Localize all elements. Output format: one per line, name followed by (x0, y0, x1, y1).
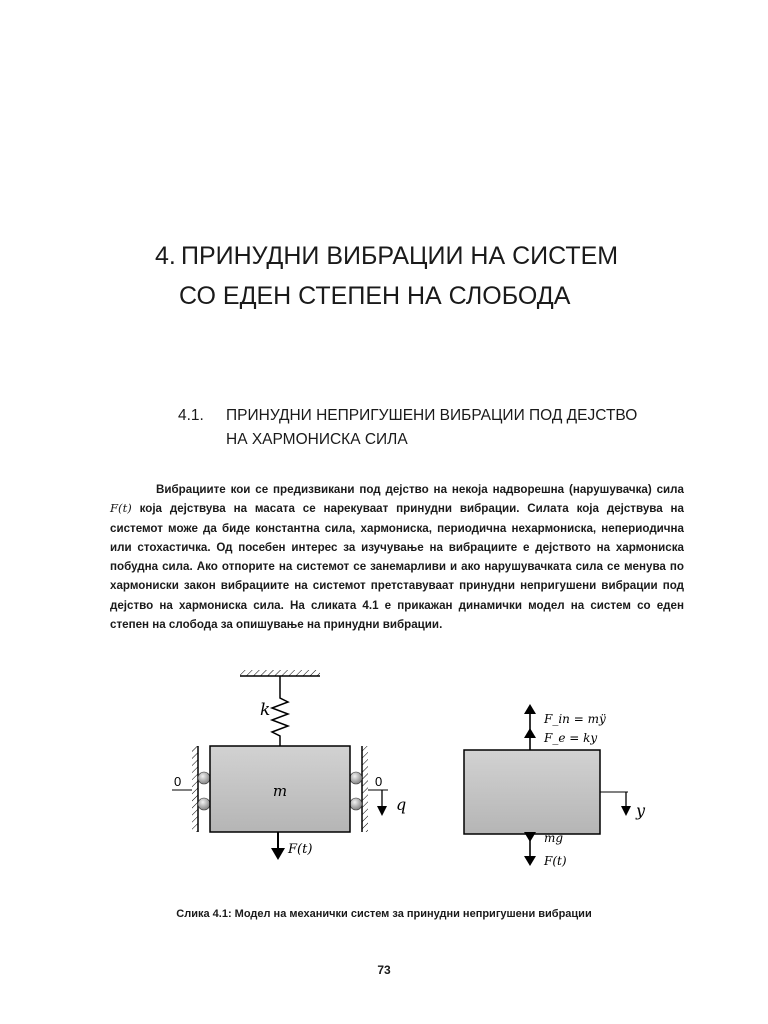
paragraph-formula: F(t) (110, 501, 132, 516)
figure-mechanical-model (170, 660, 660, 870)
right-model (464, 704, 646, 868)
section-number: 4.1. (178, 407, 204, 424)
coordinate-q-label: q (396, 795, 407, 814)
figure-diagram (170, 660, 660, 870)
roller-right-bottom (350, 798, 362, 810)
paragraph-part1: Вибрациите кои се предизвикани под дејство на некоја надворешна (нарушувачка) сила (156, 483, 684, 496)
zero-label-right: 0 (375, 774, 383, 789)
body-paragraph (110, 480, 684, 634)
page-number: 73 (377, 963, 391, 977)
spring (272, 676, 288, 746)
q-arrow-head (377, 806, 387, 816)
inertia-force-label: F_in = mÿ (544, 712, 606, 726)
elastic-arrow-head (524, 728, 536, 738)
chapter-title-line2: СО ЕДЕН СТЕПЕН НА СЛОБОДА (179, 282, 571, 310)
roller-left-top (198, 772, 210, 784)
weight-label: mg (544, 831, 564, 845)
chapter-number: 4. (155, 242, 176, 270)
section-title-line1: ПРИНУДНИ НЕПРИГУШЕНИ ВИБРАЦИИ ПОД ДЕЈСТВО (226, 407, 638, 424)
right-wall-hatch (362, 746, 368, 832)
elastic-force-label: F_e = ky (544, 731, 598, 745)
chapter-title (155, 236, 618, 316)
inertia-arrow-head (524, 704, 536, 714)
force-arrow-head-right (524, 856, 536, 866)
paragraph-part2: која дејствува на масата се нарекуваат принудни вибрации. Силата која дејствува на системот може да биде константна сила, хармониска, периодична нехармониска, непериодична или стохастичка. Од посебен интерес за изучување на вибрациите е дејството на хармониска побудна сила. Ако отпорите на системот се занемарливи и ако нарушувачката сила се менува по хармониски закон вибрациите на системот претставуваат принудни непригушени вибрации под дејство на хармониска сила. На сликата 4.1 е прикажан динамички модел на систем со еден степен на слобода за опишување на принудни вибрации. (110, 502, 684, 632)
weight-arrow-head (524, 832, 536, 842)
y-arrow-head (621, 806, 631, 816)
left-model (172, 670, 406, 860)
mass-label: m (272, 782, 288, 800)
roller-right-top (350, 772, 362, 784)
zero-label-left: 0 (174, 774, 182, 789)
section-title (178, 404, 637, 452)
ceiling-hatch (240, 670, 320, 676)
chapter-title-line1: ПРИНУДНИ ВИБРАЦИИ НА СИСТЕМ (181, 242, 619, 270)
force-label-right: F(t) (544, 854, 567, 868)
roller-left-bottom (198, 798, 210, 810)
force-arrow-head (271, 848, 285, 860)
free-body-mass (464, 750, 600, 834)
left-wall-hatch (192, 746, 198, 832)
section-title-line2: НА ХАРМОНИСКА СИЛА (226, 431, 408, 448)
force-label-left: F(t) (288, 842, 313, 857)
coordinate-y-label: y (636, 801, 646, 820)
figure-caption: Слика 4.1: Модел на механички систем за принудни непригушени вибрации (176, 908, 592, 920)
spring-label: k (260, 700, 271, 720)
